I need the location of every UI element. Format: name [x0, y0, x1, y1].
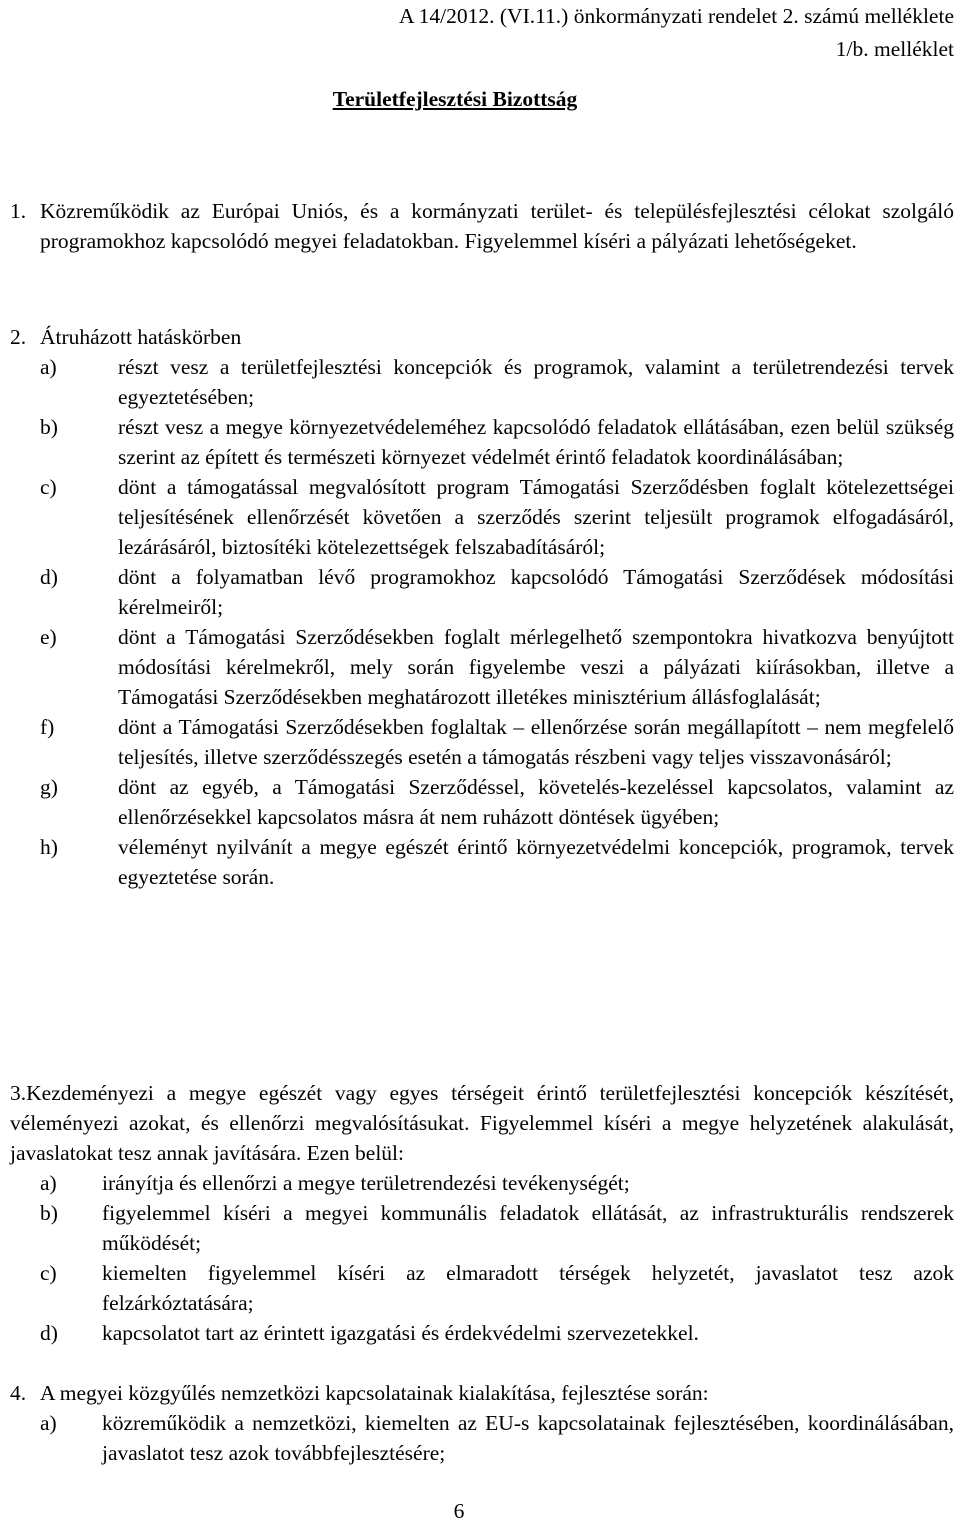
item-label: a) — [40, 355, 57, 379]
item-text: dönt az egyéb, a Támogatási Szerződéssel, követelés-kezeléssel kapcsolatos, valamint az ellenőrzésekkel kapcsolatos másra át nem ruházott döntések ügyében; — [118, 775, 954, 829]
section-2-number: 2. — [10, 325, 27, 349]
page-number: 6 — [453, 1499, 465, 1523]
item-label: f) — [40, 715, 55, 739]
section-2-item-a — [10, 352, 954, 412]
section-2-heading-text: Átruházott hatáskörben — [40, 325, 242, 349]
section-4 — [10, 1378, 954, 1468]
item-text: figyelemmel kíséri a megyei kommunális feladatok ellátását, az infrastrukturális rendszerek működését; — [102, 1201, 954, 1255]
item-label: d) — [40, 1321, 58, 1345]
section-1-number: 1. — [10, 199, 27, 223]
section-3-item-b — [10, 1198, 954, 1258]
item-text: irányítja és ellenőrzi a megye területrendezési tevékenységét; — [102, 1171, 630, 1195]
item-label: c) — [40, 475, 57, 499]
item-label: e) — [40, 625, 57, 649]
section-3-item-a — [10, 1168, 954, 1198]
item-text: dönt a Támogatási Szerződésekben foglalt mérlegelhető szempontokra hivatkozva benyújtott módosítási kérelmekről, mely során figyelembe veszi a pályázati kiírásokban, illetve a Támogatási Szerződésekben meghatározott illetékes minisztérium állásfoglalását; — [118, 625, 954, 709]
section-3-text: Kezdeményezi a megye egészét vagy egyes térségeit érintő területfejlesztési koncepciók készítését, véleményezi azokat, és ellenőrzi megvalósításukat. Figyelemmel kíséri a megye helyzetének alakulását, javaslatokat tesz annak javítására. Ezen belül: — [10, 1081, 954, 1165]
section-2-item-e — [10, 622, 954, 712]
section-1 — [10, 196, 954, 256]
section-2 — [10, 322, 954, 892]
item-text: részt vesz a megye környezetvédeleméhez kapcsolódó feladatok ellátásában, ezen belül szükség szerint az épített és természeti környezet védelmét érintő feladatok koordinálásában; — [118, 415, 954, 469]
section-2-item-b — [10, 412, 954, 472]
section-3-paragraph — [10, 1078, 954, 1168]
item-text: dönt a Támogatási Szerződésekben foglaltak – ellenőrzése során megállapított – nem megfelelő teljesítés, illetve szerződésszegés esetén a támogatás részbeni vagy teljes visszavonásáról; — [118, 715, 954, 769]
section-3-item-d — [10, 1318, 954, 1348]
item-text: közreműködik a nemzetközi, kiemelten az EU-s kapcsolatainak fejlesztésében, koordinálásában, javaslatot tesz azok továbbfejlesztésére; — [102, 1411, 954, 1465]
section-2-item-f — [10, 712, 954, 772]
item-label: b) — [40, 415, 58, 439]
section-2-item-c — [10, 472, 954, 562]
item-text: dönt a folyamatban lévő programokhoz kapcsolódó Támogatási Szerződések módosítási kérelmeiről; — [118, 565, 954, 619]
item-text: dönt a támogatással megvalósított program Támogatási Szerződésben foglalt kötelezettségei teljesítésének ellenőrzését követően a szerződés szerint teljesült programok elfogadásáról, lezárásáról, biztosítéki kötelezettségek felszabadításáról; — [118, 475, 954, 559]
item-label: d) — [40, 565, 58, 589]
section-1-paragraph — [10, 196, 954, 256]
item-label: g) — [40, 775, 58, 799]
section-2-heading — [10, 322, 954, 352]
section-2-item-d — [10, 562, 954, 622]
item-text: kiemelten figyelemmel kíséri az elmaradott térségek helyzetét, javaslatot tesz azok felzárkóztatására; — [102, 1261, 954, 1315]
item-text: kapcsolatot tart az érintett igazgatási és érdekvédelmi szervezetekkel. — [102, 1321, 699, 1345]
committee-title: Területfejlesztési Bizottság — [332, 87, 578, 111]
section-3-item-c — [10, 1258, 954, 1318]
section-4-paragraph — [10, 1378, 954, 1408]
section-4-number: 4. — [10, 1381, 27, 1405]
header-regulation-ref: A 14/2012. (VI.11.) önkormányzati rendelet 2. számú melléklete — [398, 4, 954, 28]
item-label: b) — [40, 1201, 58, 1225]
section-3 — [10, 1078, 954, 1348]
item-text: részt vesz a területfejlesztési koncepciók és programok, valamint a területrendezési tervek egyeztetésében; — [118, 355, 954, 409]
section-2-item-g — [10, 772, 954, 832]
section-4-item-a — [10, 1408, 954, 1468]
item-label: a) — [40, 1171, 57, 1195]
item-text: véleményt nyilvánít a megye egészét érintő környezetvédelmi koncepciók, programok, tervek egyeztetése során. — [118, 835, 954, 889]
section-2-item-h — [10, 832, 954, 892]
section-1-text: Közreműködik az Európai Uniós, és a kormányzati terület- és településfejlesztési célokat szolgáló programokhoz kapcsolódó megyei feladatokban. Figyelemmel kíséri a pályázati lehetőségeket. — [40, 199, 954, 253]
item-label: c) — [40, 1261, 57, 1285]
document-header — [399, 0, 954, 66]
header-annex-ref: 1/b. melléklet — [835, 37, 954, 61]
section-3-number: 3. — [10, 1081, 27, 1105]
item-label: a) — [40, 1411, 57, 1435]
section-4-text: A megyei közgyűlés nemzetközi kapcsolatainak kialakítása, fejlesztése során: — [40, 1381, 709, 1405]
item-label: h) — [40, 835, 58, 859]
